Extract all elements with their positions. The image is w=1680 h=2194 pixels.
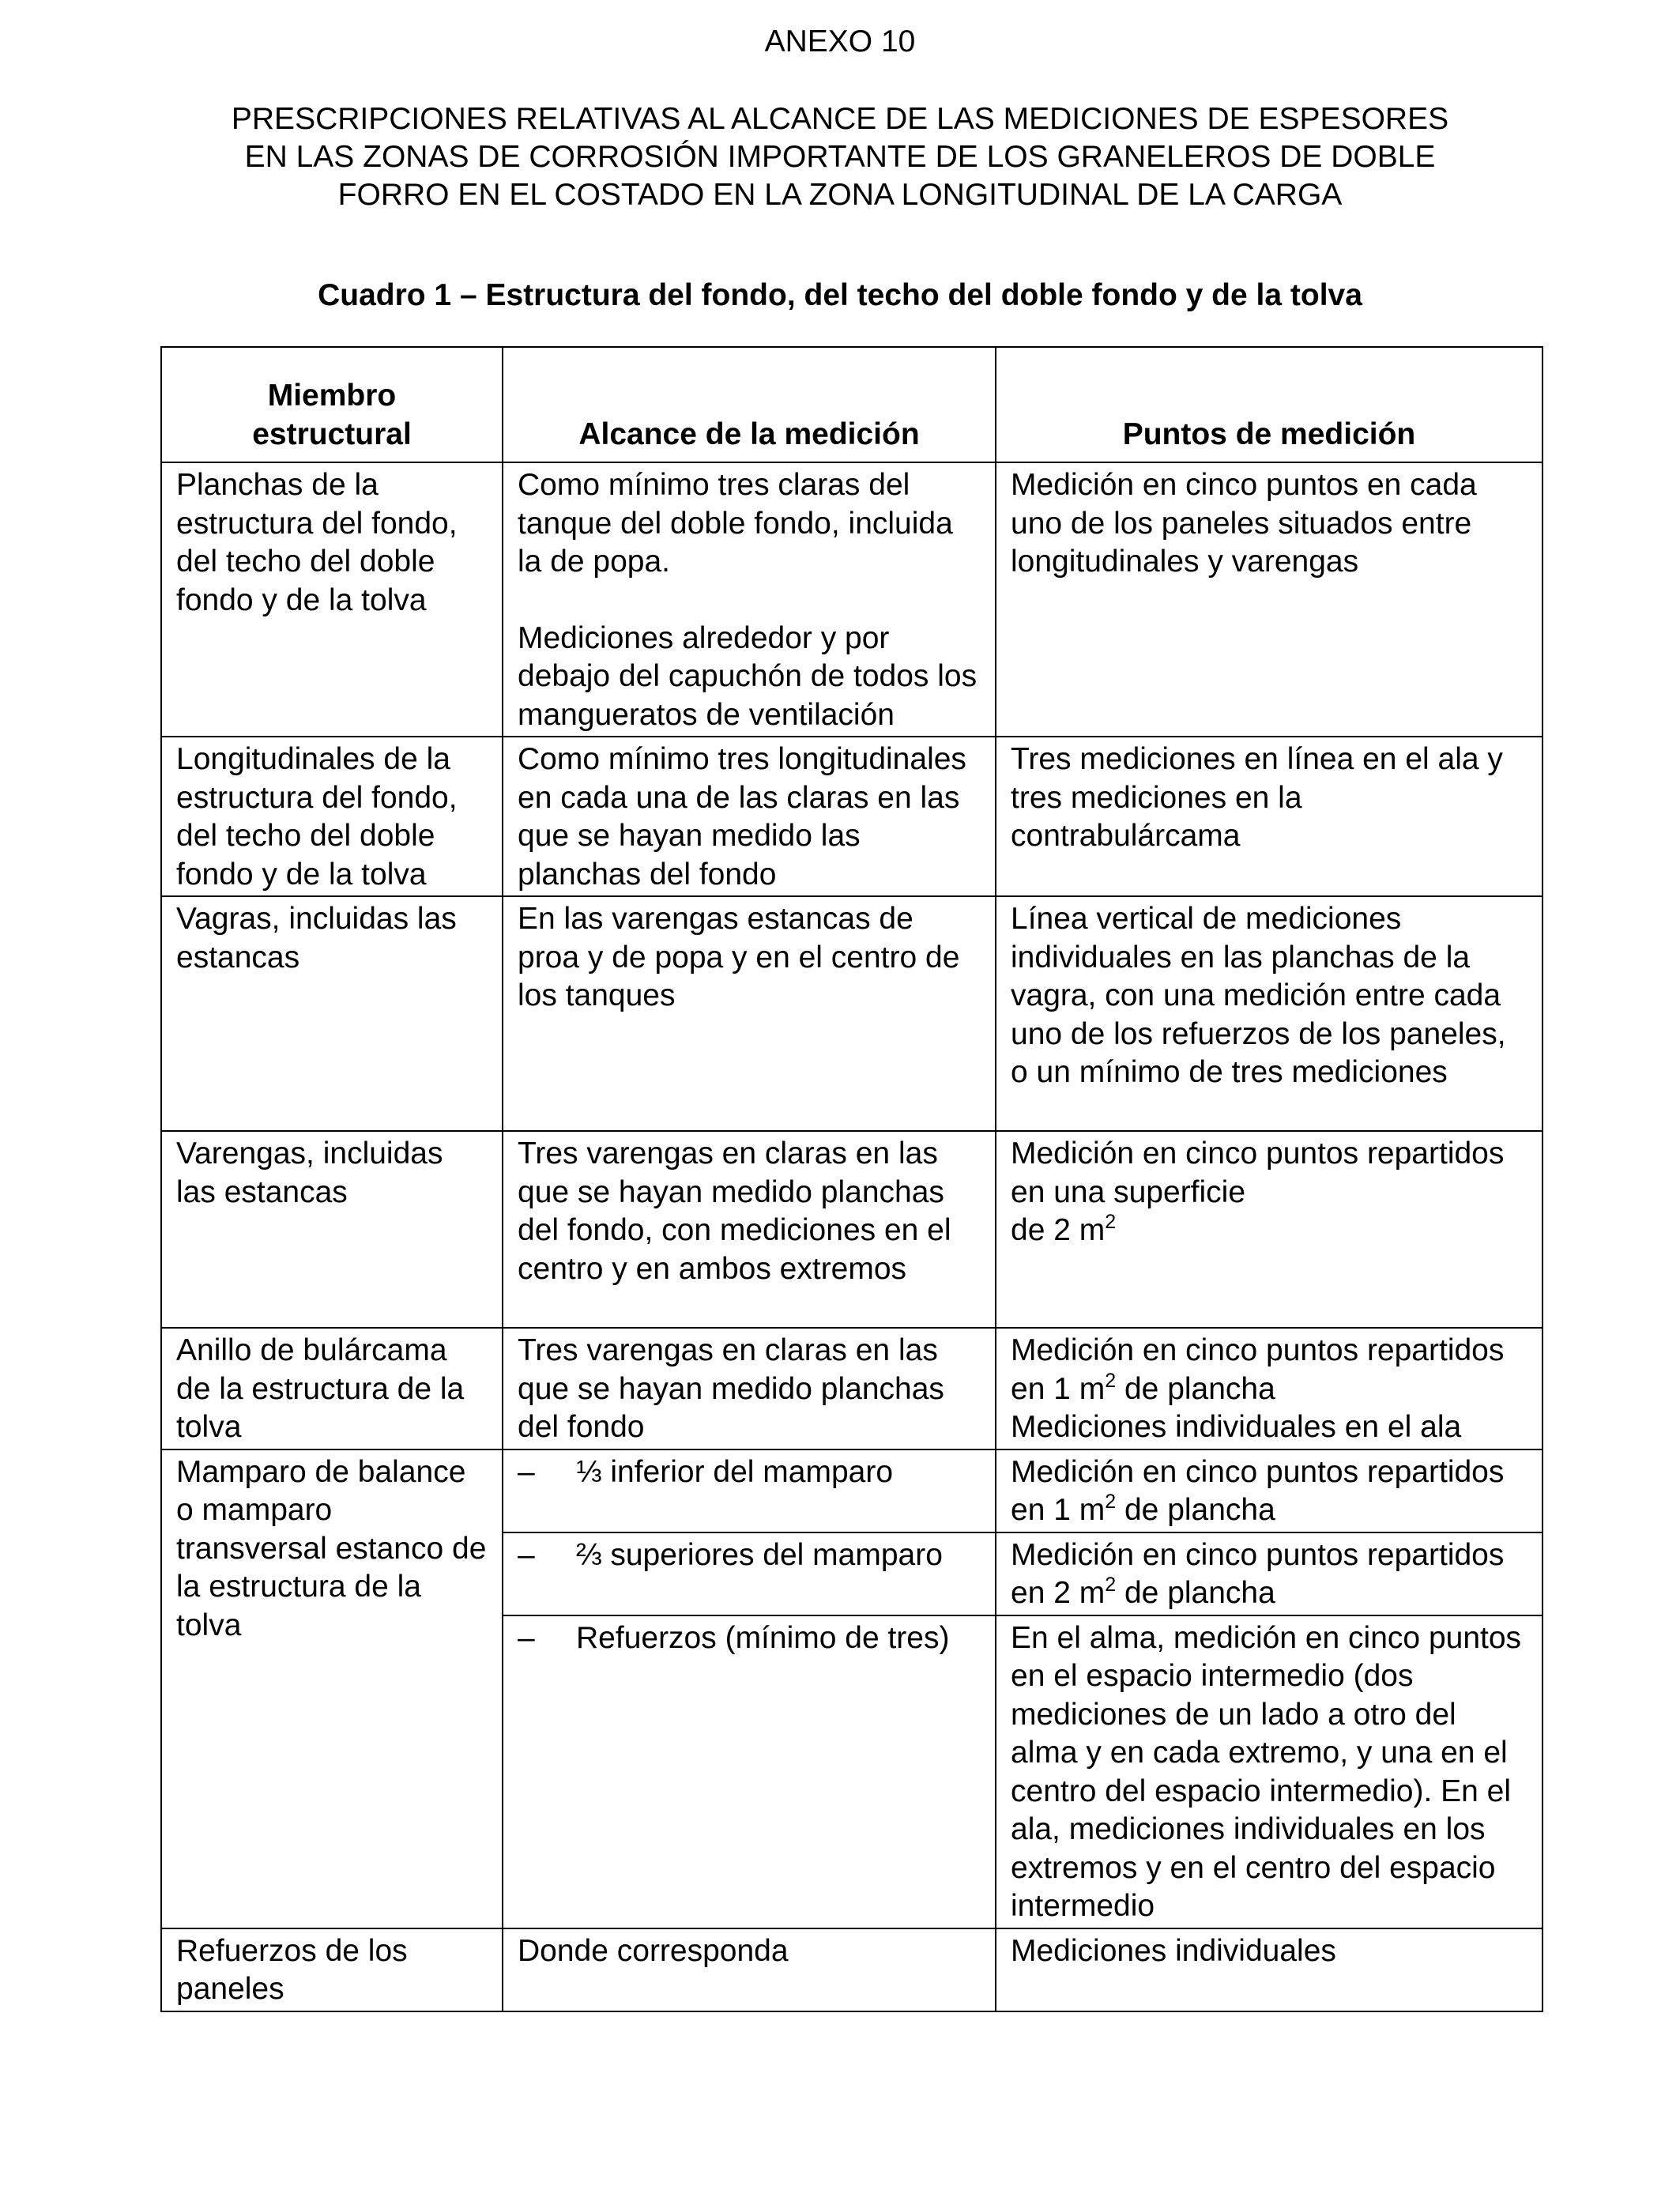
cell-member: Longitudinales de la estructura del fondo, del techo del doble fondo y de la tolva [161,737,503,896]
cell-points: Medición en cinco puntos en cada uno de los paneles situados entre longitudinales y varengas [996,462,1543,737]
table-row [161,737,1543,896]
dash-bullet: – [518,1620,535,1655]
points-text: Medición en cinco puntos repartidos en una superficie [1011,1137,1505,1209]
dash-bullet: – [518,1454,535,1489]
points-text: de plancha [1116,1576,1275,1610]
points-text: de plancha [1116,1371,1275,1406]
cell-scope: Donde corresponda [503,1928,996,2011]
cell-scope [503,1532,996,1615]
scope-text: Refuerzos (mínimo de tres) [576,1620,950,1655]
heading-line: EN LAS ZONAS DE CORROSIÓN IMPORTANTE DE LOS GRANELEROS DE DOBLE [244,140,1436,174]
table-header-row [161,347,1543,462]
cell-member: Varengas, incluidas las estancas [161,1131,503,1328]
table-row [161,1928,1543,2011]
cell-scope: En las varengas estancas de proa y de popa y en el centro de los tanques [503,896,996,1131]
cell-points [996,1532,1543,1615]
table-row [161,896,1543,1131]
dash-bullet: – [518,1537,535,1572]
points-text: Medición en cinco puntos repartidos en 1 m [1011,1333,1505,1406]
table-subrow [161,1449,1543,1532]
points-text: de plancha [1116,1493,1275,1527]
measurement-table [160,346,1543,2012]
cell-scope: Tres varengas en claras en las que se hayan medido planchas del fondo [503,1328,996,1449]
cell-member: Refuerzos de los paneles [161,1928,503,2011]
points-text: Medición en cinco puntos repartidos en 1 m [1011,1454,1505,1527]
superscript: 2 [1105,1211,1117,1233]
superscript: 2 [1105,1574,1117,1596]
header-points: Puntos de medición [996,347,1543,462]
cell-scope [503,462,996,737]
scope-paragraph: Como mínimo tres claras del tanque del doble fondo, incluida la de popa. [518,468,953,579]
scope-text: ⅔ superiores del mamparo [576,1537,943,1572]
cell-member: Planchas de la estructura del fondo, del techo del doble fondo y de la tolva [161,462,503,737]
cell-points: Tres mediciones en línea en el ala y tres mediciones en la contrabulárcama [996,737,1543,896]
header-member-line: estructural [252,417,412,451]
superscript: 2 [1105,1369,1117,1392]
cell-scope [503,1449,996,1532]
header-member-line: Miembro [267,379,397,413]
heading-line: FORRO EN EL COSTADO EN LA ZONA LONGITUDINAL DE LA CARGA [337,178,1343,212]
cell-member: Vagras, incluidas las estancas [161,896,503,1131]
scope-paragraph: Mediciones alrededor y por debajo del capuchón de todos los mangueratos de ventilación [518,620,977,732]
cell-points: Línea vertical de mediciones individuales en las planchas de la vagra, con una medición entre cada uno de los refuerzos de los paneles, o un mínimo de tres mediciones [996,896,1543,1131]
cell-points [996,1449,1543,1532]
cell-member: Anillo de bulárcama de la estructura de la tolva [161,1328,503,1449]
points-unit: de 2 m [1011,1213,1106,1247]
table-row [161,462,1543,737]
superscript: 2 [1105,1491,1117,1513]
cell-scope: Como mínimo tres longitudinales en cada una de las claras en las que se hayan medido las planchas del fondo [503,737,996,896]
cell-scope [503,1615,996,1928]
points-text: Mediciones individuales en el ala [1011,1410,1462,1444]
cell-points: Mediciones individuales [996,1928,1543,2011]
heading-line: PRESCRIPCIONES RELATIVAS AL ALCANCE DE LAS MEDICIONES DE ESPESORES [231,102,1449,136]
cell-member: Mamparo de balance o mamparo transversal estanco de la estructura de la tolva [161,1449,503,1928]
points-text: Medición en cinco puntos repartidos en 2 m [1011,1537,1505,1610]
document-heading [0,100,1680,214]
cell-points [996,1131,1543,1328]
cell-scope: Tres varengas en claras en las que se hayan medido planchas del fondo, con mediciones en el centro y en ambos extremos [503,1131,996,1328]
header-member [161,347,503,462]
annex-label: ANEXO 10 [764,25,916,58]
table-row [161,1131,1543,1328]
scope-text: ⅓ inferior del mamparo [576,1454,894,1489]
cell-points [996,1328,1543,1449]
table-title: Cuadro 1 – Estructura del fondo, del techo del doble fondo y de la tolva [318,278,1362,312]
header-scope: Alcance de la medición [503,347,996,462]
cell-points: En el alma, medición en cinco puntos en el espacio intermedio (dos mediciones de un lado a otro del alma y en cada extremo, y una en el centro del espacio intermedio). En el ala, mediciones individuales en los extremos y en el centro del espacio intermedio [996,1615,1543,1928]
table-row [161,1328,1543,1449]
